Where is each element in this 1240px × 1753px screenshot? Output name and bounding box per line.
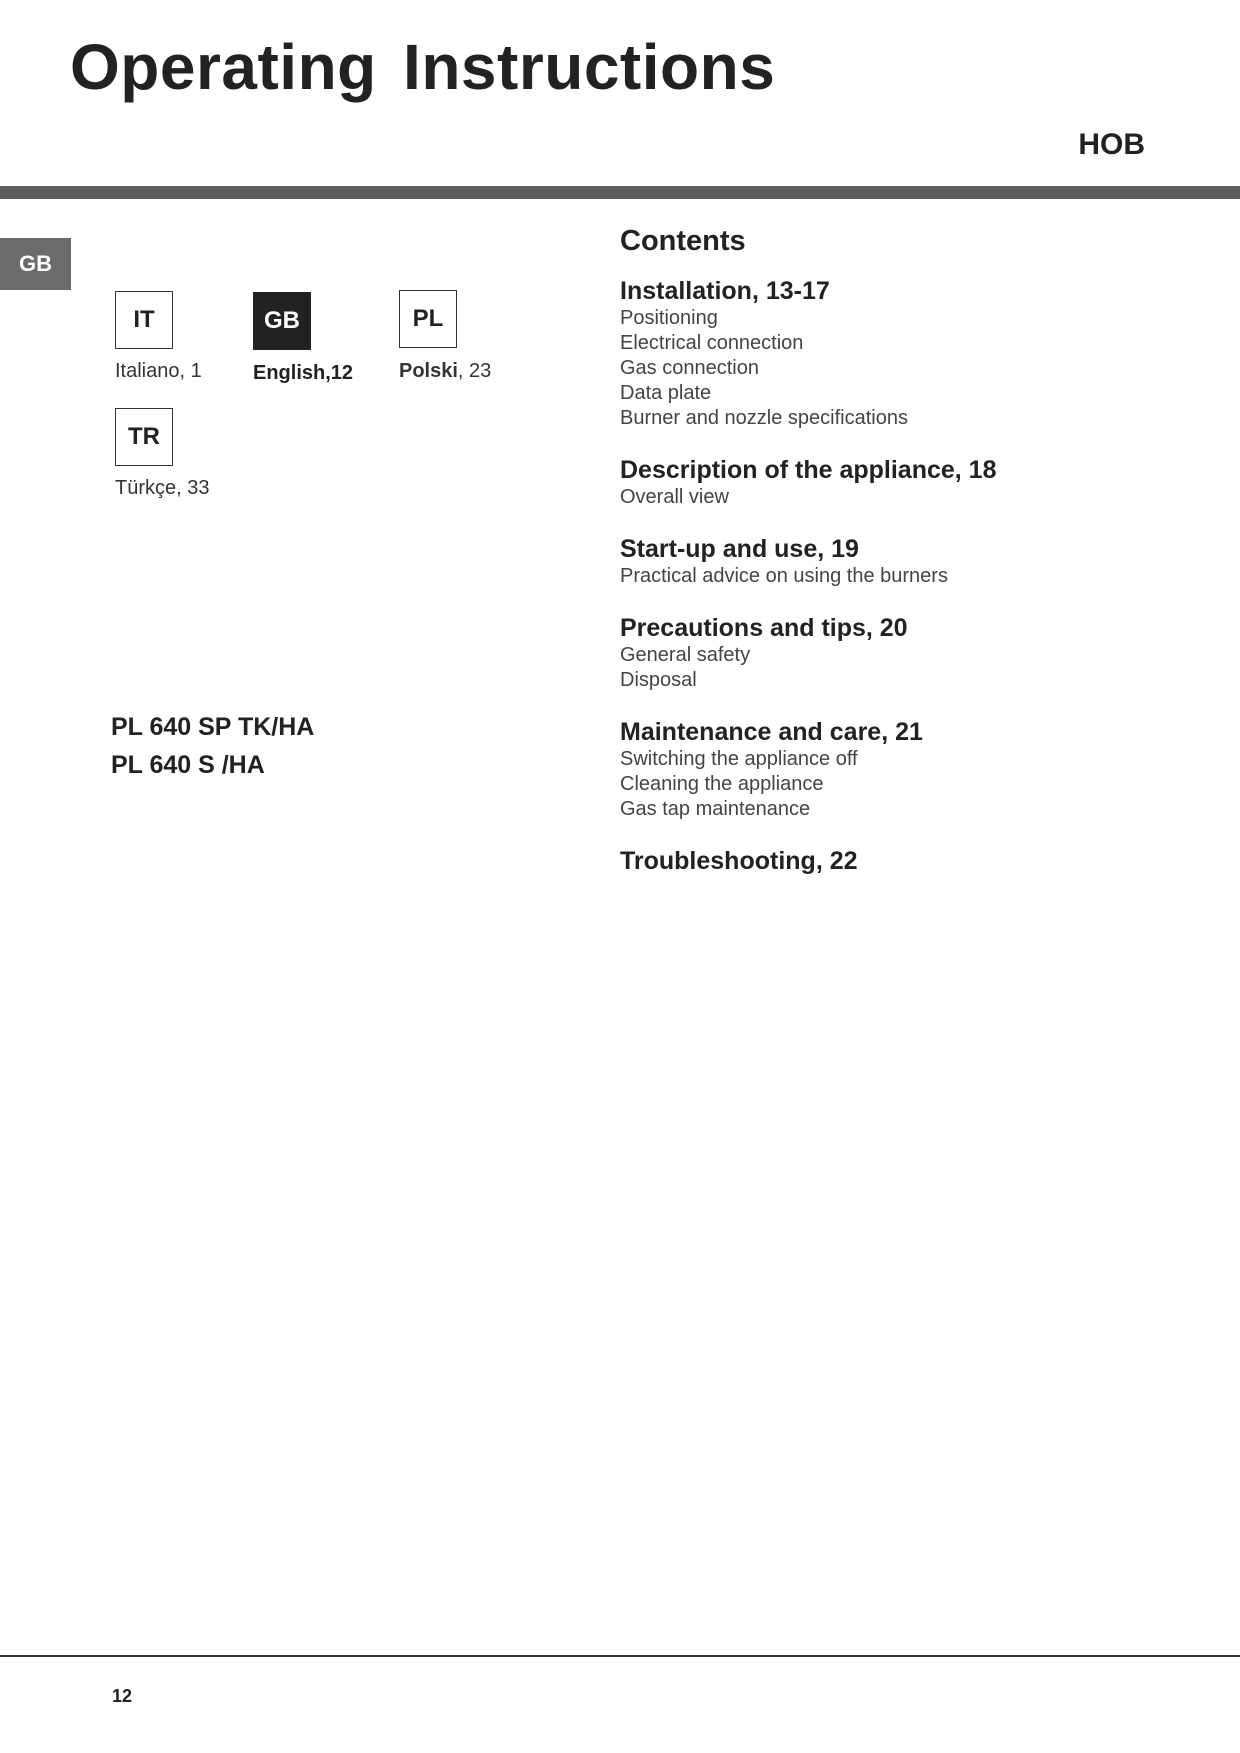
toc-item: Overall view: [620, 486, 729, 508]
language-label-pl: [399, 360, 491, 383]
language-box-it: IT: [115, 291, 173, 349]
language-tab: GB: [0, 238, 71, 290]
language-name: Polski: [399, 360, 458, 382]
language-name: Türkçe: [115, 477, 177, 499]
product-type: HOB: [1078, 128, 1145, 161]
language-box-pl: PL: [399, 290, 457, 348]
toc-item: Practical advice on using the burners: [620, 565, 948, 587]
toc-item: Switching the appliance off: [620, 748, 858, 770]
language-box-gb: GB: [253, 292, 311, 350]
toc-heading: Troubleshooting, 22: [620, 847, 858, 875]
contents-title: Contents: [620, 225, 746, 257]
toc-item: Positioning: [620, 307, 718, 329]
toc-heading: Installation, 13-17: [620, 277, 830, 305]
toc-section-precautions: [620, 613, 1180, 693]
toc-heading: Precautions and tips, 20: [620, 614, 908, 642]
language-box-tr: TR: [115, 408, 173, 466]
language-page: ,12: [325, 362, 354, 384]
toc-heading: Start-up and use, 19: [620, 535, 859, 563]
toc-heading: Maintenance and care, 21: [620, 718, 923, 746]
header-divider: [0, 186, 1240, 199]
model-name: PL 640 S /HA: [111, 751, 265, 779]
toc-item: Data plate: [620, 382, 712, 404]
toc-section-maintenance: [620, 717, 1180, 822]
toc-item: Burner and nozzle specifications: [620, 407, 908, 429]
language-label-it: [115, 360, 202, 383]
language-name: English: [253, 362, 326, 384]
language-page: , 23: [457, 360, 492, 382]
language-page: , 33: [176, 477, 210, 499]
toc-section-description: [620, 455, 1180, 510]
toc-section-installation: [620, 276, 1180, 431]
language-label-gb: [253, 362, 353, 385]
toc-section-startup: [620, 534, 1180, 589]
toc-item: Electrical connection: [620, 332, 804, 354]
language-name: Italiano: [115, 360, 180, 382]
toc-item: Gas tap maintenance: [620, 798, 811, 820]
language-page: , 1: [179, 360, 202, 382]
model-name: PL 640 SP TK/HA: [111, 713, 315, 741]
toc-section-troubleshooting: [620, 846, 1180, 876]
toc-item: Gas connection: [620, 357, 759, 379]
language-label-tr: [115, 477, 209, 500]
page-title: Operating Instructions: [70, 31, 776, 103]
toc-item: General safety: [620, 644, 751, 666]
toc-heading: Description of the appliance, 18: [620, 456, 997, 484]
table-of-contents: [620, 225, 1180, 900]
toc-item: Cleaning the appliance: [620, 773, 824, 795]
page-number: 12: [112, 1686, 133, 1706]
toc-item: Disposal: [620, 669, 697, 691]
footer-divider: [0, 1655, 1240, 1657]
